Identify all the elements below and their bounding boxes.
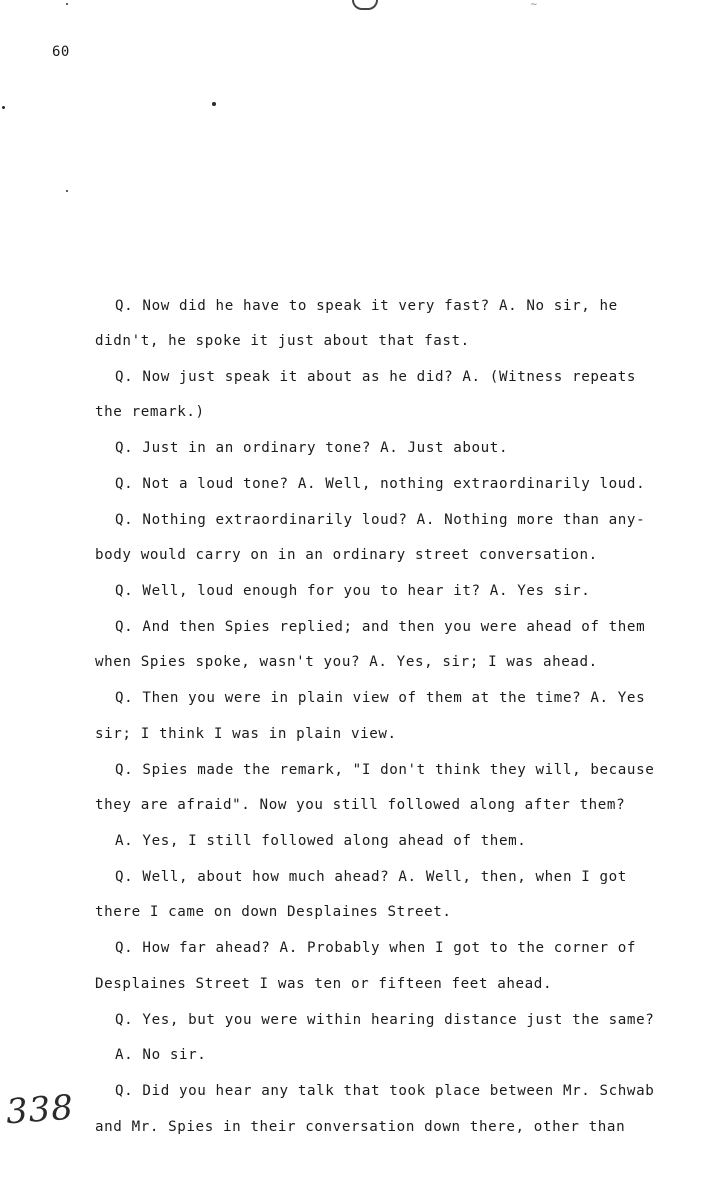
scan-speck	[2, 106, 5, 109]
transcript-line: didn't, he spoke it just about that fast.	[95, 333, 470, 349]
handwritten-page-number: 338	[4, 1087, 76, 1133]
transcript-line: Q. Well, about how much ahead? A. Well, then, when I got	[115, 869, 627, 885]
transcript-line: they are afraid". Now you still followed along after them?	[95, 797, 626, 813]
scan-speck	[66, 190, 68, 192]
transcript-line: when Spies spoke, wasn't you? A. Yes, sir; I was ahead.	[95, 654, 598, 670]
transcript-line: Q. Did you hear any talk that took place between Mr. Schwab	[115, 1083, 655, 1099]
transcript-line: and Mr. Spies in their conversation down there, other than	[95, 1119, 626, 1135]
transcript-line: Q. Not a loud tone? A. Well, nothing extraordinarily loud.	[115, 476, 646, 492]
transcript-line: body would carry on in an ordinary street conversation.	[95, 547, 598, 563]
scan-speck	[212, 102, 216, 106]
transcript-line: Desplaines Street I was ten or fifteen feet ahead.	[95, 976, 553, 992]
transcript-line: there I came on down Desplaines Street.	[95, 904, 452, 920]
transcript-line: Q. Well, loud enough for you to hear it? A. Yes sir.	[115, 583, 591, 599]
transcript-line: the remark.)	[95, 404, 205, 420]
transcript-line: Q. Spies made the remark, "I don't think they will, because	[115, 762, 655, 778]
transcript-line: Q. Now did he have to speak it very fast? A. No sir, he	[115, 298, 618, 314]
transcript-line: Q. Now just speak it about as he did? A. (Witness repeats	[115, 369, 637, 385]
transcript-line: Q. How far ahead? A. Probably when I got to the corner of	[115, 940, 637, 956]
transcript-line: Q. And then Spies replied; and then you were ahead of them	[115, 619, 646, 635]
transcript-line: A. Yes, I still followed along ahead of them.	[115, 833, 527, 849]
transcript-line: sir; I think I was in plain view.	[95, 726, 397, 742]
transcript-line: Q. Just in an ordinary tone? A. Just about.	[115, 440, 509, 456]
scan-speck	[66, 3, 68, 5]
transcript-line: Q. Yes, but you were within hearing distance just the same?	[115, 1012, 655, 1028]
transcript-line: A. No sir.	[115, 1047, 207, 1063]
page-number: 60	[52, 44, 70, 60]
scan-artifact-top-right: ~	[530, 0, 538, 10]
transcript-line: Q. Then you were in plain view of them at the time? A. Yes	[115, 690, 646, 706]
scan-artifact-top	[352, 0, 378, 10]
transcript-line: Q. Nothing extraordinarily loud? A. Nothing more than any-	[115, 512, 646, 528]
